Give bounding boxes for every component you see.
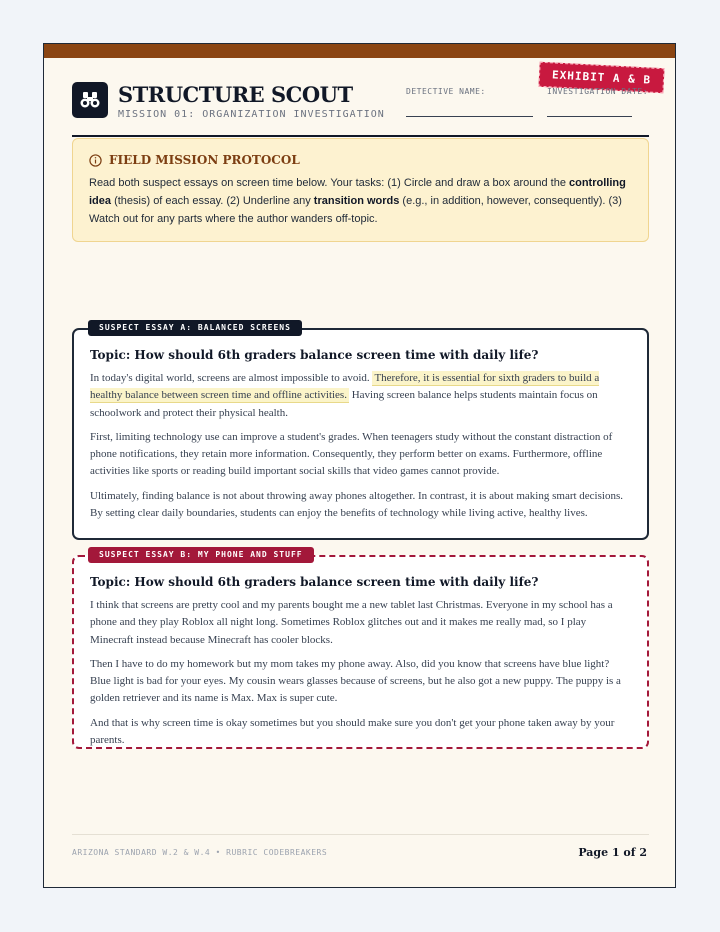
footer-divider (72, 834, 649, 835)
header-divider (72, 135, 649, 137)
protocol-heading (89, 153, 632, 167)
investigation-date-field[interactable] (547, 116, 632, 117)
essay-a-intro-text: In today's digital world, screens are almost impossible to avoid. (90, 372, 370, 384)
essay-a-tag: SUSPECT ESSAY A: BALANCED SCREENS (88, 320, 302, 336)
essay-a-card (72, 323, 649, 540)
protocol-text-2: (thesis) of each essay. (2) Underline any (111, 195, 314, 207)
essay-b-card (72, 550, 649, 749)
essay-b-topic: Topic: How should 6th graders balance screen time with daily life? (90, 575, 539, 589)
essay-a-topic: Topic: How should 6th graders balance screen time with daily life? (90, 348, 539, 362)
info-icon (89, 154, 102, 167)
essay-a-thesis-highlight: Therefore, it is essential for sixth graders to build a healthy balance between screen time and offline activities. (90, 372, 600, 402)
essay-a-paragraph-1 (90, 370, 631, 422)
essay-a-paragraph-3: Ultimately, finding balance is not about throwing away phones altogether. In contrast, it is about making smart decisions. By setting clear daily boundaries, students can enjoy the benefits of technology while living active, healthy lives. (90, 489, 623, 520)
essay-b-paragraph-1: I think that screens are pretty cool and my parents bought me a new tablet last Christmas. Everyone in my school has a phone and they play Roblox all night long. Sometimes Roblox glitches out and it makes me really mad, so I play Minecraft instead because Minecraft has cooler blocks. (90, 599, 613, 646)
protocol-instructions (89, 174, 632, 228)
protocol-emphasis-transition-words: transition words (313, 195, 400, 207)
protocol-emphasis-controlling-idea: controlling idea (89, 177, 626, 207)
protocol-text-1: Read both suspect essays on screen time below. Your tasks: (1) Circle and draw a box around the (89, 177, 569, 189)
essay-b-tag: SUSPECT ESSAY B: MY PHONE AND STUFF (88, 547, 314, 563)
investigation-date-label: INVESTIGATION DATE: (547, 87, 649, 96)
page-number: Page 1 of 2 (578, 846, 647, 859)
worksheet-page (43, 43, 676, 888)
detective-name-label: DETECTIVE NAME: (406, 87, 486, 96)
essay-a-intro-rest: Having screen balance helps students maintain focus on schoolwork and protect their physical health. (90, 389, 598, 419)
essay-b-paragraph-2: Then I have to do my homework but my mom takes my phone away. Also, did you know that screens have blue light? Blue light is bad for your eyes. My cousin wears glasses because of screens, but he also got a new puppy. The puppy is a golden retriever and its name is Max. Max is super cute. (90, 657, 621, 705)
essay-b-paragraph-3: And that is why screen time is okay sometimes but you should make sure you don't get your phone taken away by your parents. (90, 716, 615, 747)
mission-subtitle: MISSION 01: ORGANIZATION INVESTIGATION (118, 109, 385, 120)
top-accent-bar (44, 44, 675, 58)
detective-name-field[interactable] (406, 116, 533, 117)
exhibit-stamp: EXHIBIT A & B (538, 62, 664, 94)
standard-reference: ARIZONA STANDARD W.2 & W.4 • RUBRIC CODEBREAKERS (72, 848, 328, 857)
mission-protocol-box (72, 138, 649, 242)
protocol-text-3: (e.g., in addition, however, consequently). (3) Watch out for any parts where the author wanders off-topic. (89, 195, 622, 225)
essay-a-paragraph-2: First, limiting technology use can improve a student's grades. When teenagers study without the constant distraction of phone notifications, they retain more information. Consequently, they perform better on exams. Furthermore, offline activities like sports or reading build important social skills that video games cannot provide. (90, 430, 613, 478)
page-title: STRUCTURE SCOUT (118, 82, 353, 107)
protocol-title: FIELD MISSION PROTOCOL (109, 153, 300, 167)
binoculars-icon (72, 82, 108, 118)
